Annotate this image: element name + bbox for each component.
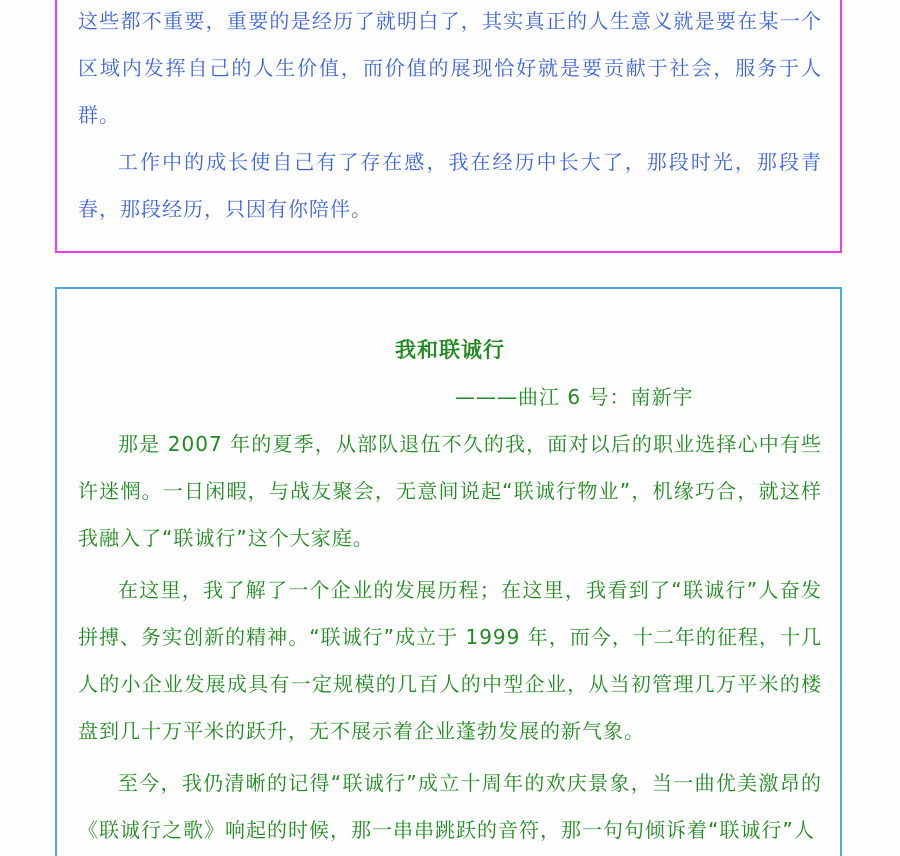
top-article-text	[57, 0, 840, 233]
article-paragraph-2: 在这里，我了解了一个企业的发展历程；在这里，我看到了“联诚行”人奋发拼搏、务实创新的精神。“联诚行”成立于 1999 年，而今，十二年的征程，十几人的小企业发展成具有一定规模的几百人的中型企业，从当初管理几万平米的楼盘到几十万平米的跃升，无不展示着企业蓬勃发展的新气象。	[78, 578, 822, 743]
bottom-article-panel	[55, 287, 842, 856]
paragraph-closing: 工作中的成长使自己有了存在感，我在经历中长大了，那段时光，那段青春，那段经历，只因有你陪伴。	[78, 150, 822, 221]
article-title: 我和联诚行	[395, 338, 505, 362]
bottom-article-text	[57, 289, 840, 854]
article-byline: ———曲江 6 号：南新宇	[455, 385, 694, 409]
article-paragraph-3: 至今，我仍清晰的记得“联诚行”成立十周年的欢庆景象，当一曲优美激昂的《联诚行之歌》响起的时候，那一串串跳跃的音符，那一句句倾诉着“联诚行”人	[78, 771, 822, 842]
paragraph-continuation: 这些都不重要，重要的是经历了就明白了，其实真正的人生意义就是要在某一个区域内发挥自己的人生价值，而价值的展现恰好就是要贡献于社会，服务于人群。	[78, 9, 822, 127]
top-article-panel	[55, 0, 842, 253]
article-paragraph-1: 那是 2007 年的夏季，从部队退伍不久的我，面对以后的职业选择心中有些许迷惘。一日闲暇，与战友聚会，无意间说起“联诚行物业”，机缘巧合，就这样我融入了“联诚行”这个大家庭。	[78, 432, 822, 550]
